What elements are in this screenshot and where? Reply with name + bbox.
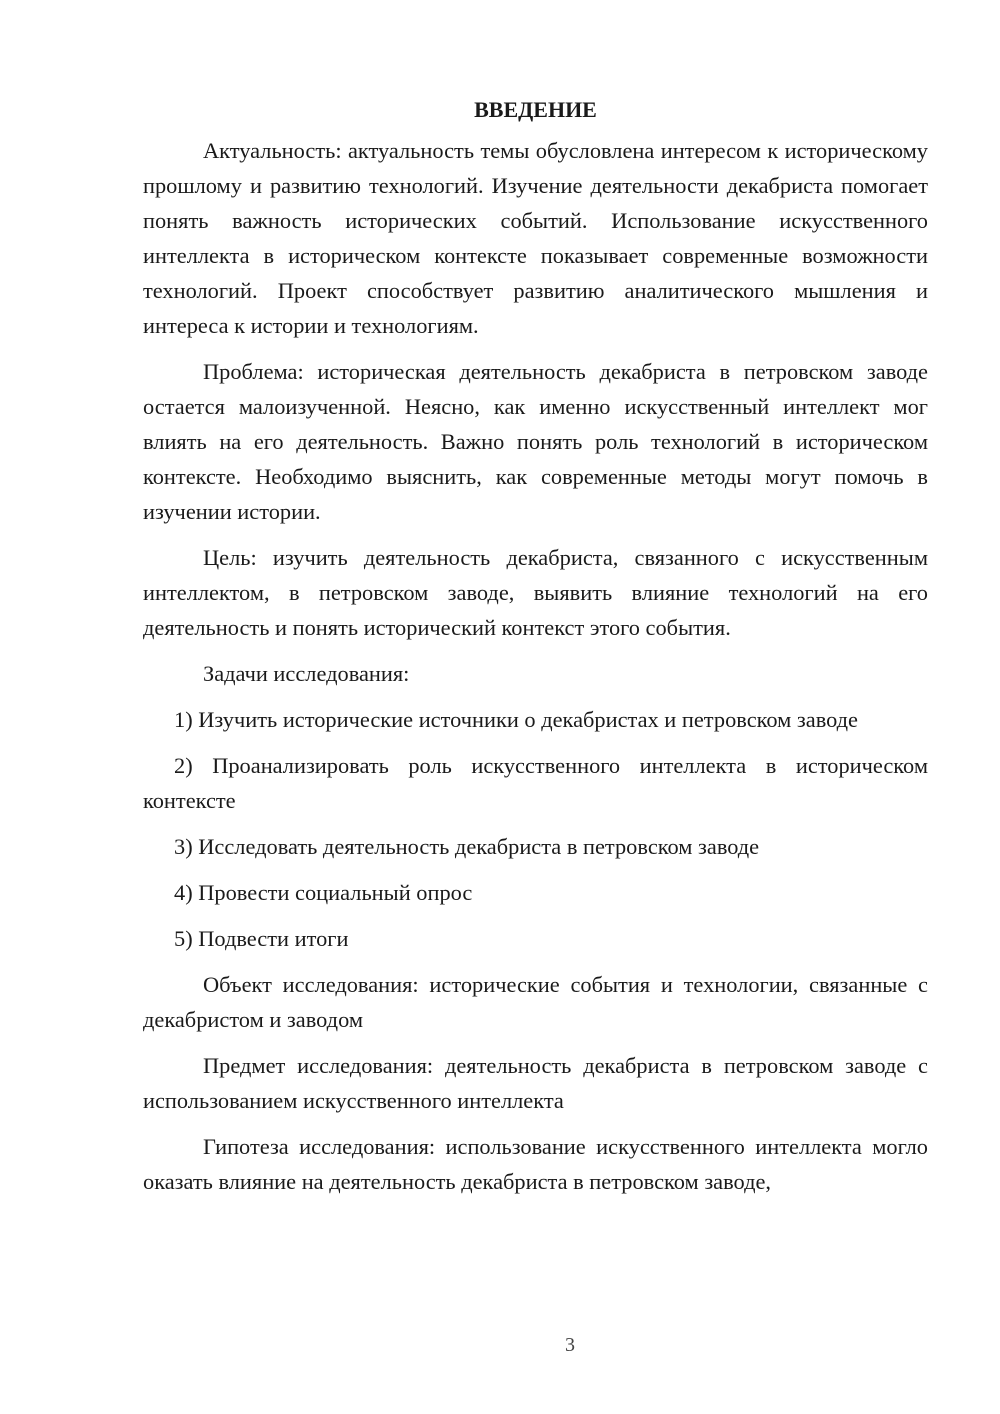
task-item: 2) Проанализировать роль искусственного интеллекта в историческом контексте [143,753,928,813]
subject-paragraph: Предмет исследования: деятельность декабриста в петровском заводе с использованием искусственного интеллекта [143,1053,928,1113]
task-item: 4) Провести социальный опрос [174,880,473,905]
task-item: 1) Изучить исторические источники о декабристах и петровском заводе [174,707,858,732]
task-item: 5) Подвести итоги [174,926,349,951]
hypothesis-paragraph: Гипотеза исследования: использование искусственного интеллекта могло оказать влияние на деятельность декабриста в петровском заводе, [143,1134,928,1194]
page-number: 3 [565,1334,575,1356]
relevance-paragraph: Актуальность: актуальность темы обусловлена интересом к историческому прошлому и развитию технологий. Изучение деятельности декабриста помогает понять важность исторических событий. Использование искусственного интеллекта в историческом контексте показывает современные возможности технологий. Проект способствует развитию аналитического мышления и интереса к истории и технологиям. [143,138,928,338]
page-title: ВВЕДЕНИЕ [474,97,597,122]
document-page [143,92,928,1199]
goal-paragraph: Цель: изучить деятельность декабриста, связанного с искусственным интеллектом, в петровском заводе, выявить влияние технологий на его деятельность и понять исторический контекст этого события. [143,545,928,640]
problem-paragraph: Проблема: историческая деятельность декабриста в петровском заводе остается малоизученной. Неясно, как именно искусственный интеллект мог влиять на его деятельность. Важно понять роль технологий в историческом контексте. Необходимо выяснить, как современные методы могут помочь в изучении истории. [143,359,928,524]
tasks-heading: Задачи исследования: [203,661,410,686]
task-item: 3) Исследовать деятельность декабриста в петровском заводе [174,834,760,859]
object-paragraph: Объект исследования: исторические события и технологии, связанные с декабристом и заводом [143,972,928,1032]
